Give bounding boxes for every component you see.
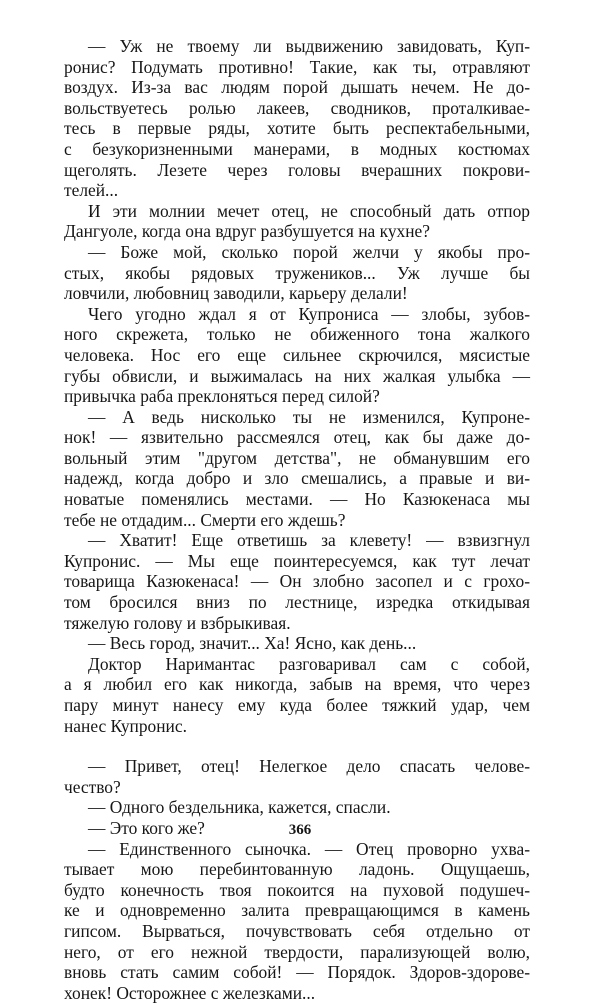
text-line: тывает мою перебинтованную ладонь. Ощущаешь,	[64, 859, 530, 880]
paragraph	[64, 839, 530, 1003]
section-break	[64, 736, 530, 756]
text-line: тебе не отдадим... Смерти его ждешь?	[64, 509, 346, 530]
text-line: вольствуетесь ролью лакеев, сводников, проталкивае-	[64, 97, 530, 118]
text-line: привычка раба преклоняться перед силой?	[64, 386, 380, 407]
page-text	[64, 36, 530, 1003]
paragraph	[64, 304, 530, 407]
paragraph	[64, 797, 530, 818]
text-line: гипсом. Вырваться, почувствовать себя отдельно от	[64, 920, 530, 941]
text-line: — Боже мой, сколько порой желчи у якобы про-	[88, 241, 530, 262]
text-line: телей...	[64, 180, 119, 201]
text-line: нок! — язвительно рассмеялся отец, как бы даже до-	[64, 427, 530, 448]
text-line: стых, якобы рядовых тружеников... Уж лучше бы	[64, 262, 530, 283]
paragraph	[64, 756, 530, 797]
text-line: с безукоризненными манерами, в модных костюмах	[64, 138, 530, 159]
text-line: тяжелую голову и взбрыкивая.	[64, 612, 291, 633]
text-line: надежд, когда добро и зло смешались, а правые и ви-	[64, 468, 530, 489]
text-line: Доктор Наримантас разговаривал сам с собой,	[88, 653, 530, 674]
paragraph	[64, 633, 530, 654]
text-line: — Уж не твоему ли выдвижению завидовать, Куп-	[88, 36, 530, 56]
text-line: вновь стать самим собой! — Порядок. Здоров-здорове-	[64, 962, 530, 983]
text-line: — Весь город, значит... Ха! Ясно, как день...	[88, 633, 417, 654]
paragraph	[64, 530, 530, 633]
text-line: том бросился вниз по лестнице, изредка откидывая	[64, 592, 530, 613]
text-line: — Хватит! Еще ответишь за клевету! — взвизгнул	[88, 530, 530, 551]
text-line: Купронис. — Мы еще поинтересуемся, как тут лечат	[64, 550, 530, 571]
text-line: ке и одновременно залита превращающимся в камень	[64, 900, 530, 921]
paragraph	[64, 201, 530, 242]
text-line: — А ведь нисколько ты не изменился, Купроне-	[88, 406, 530, 427]
paragraph	[64, 36, 530, 201]
text-line: а я любил его как никогда, забыв на время, что через	[64, 674, 530, 695]
text-line: нанес Купронис.	[64, 715, 187, 736]
page-number: 366	[288, 822, 312, 838]
paragraph	[64, 407, 530, 531]
text-line: — Одного бездельника, кажется, спасли.	[88, 797, 391, 818]
text-line: ронис? Подумать противно! Такие, как ты, отравляют	[64, 56, 530, 77]
text-line: воздух. Из-за вас людям порой дышать нечем. Не до-	[64, 77, 530, 98]
text-line: будто конечность твоя покоится на пуховой подушеч-	[64, 879, 530, 900]
text-line: щеголять. Лезете через головы вчерашних покрови-	[64, 159, 530, 180]
text-line: — Это кого же?	[88, 817, 205, 838]
text-line: тесь в первые ряды, хотите быть респектабельными,	[64, 118, 530, 139]
paragraph	[64, 654, 530, 736]
text-line: новатые поменялись местами. — Но Казюкенаса мы	[64, 489, 530, 510]
text-line: него, от его нежной твердости, парализующей волю,	[64, 941, 530, 962]
text-line: чество?	[64, 776, 121, 797]
text-line: Дангуоле, когда она вдруг разбушуется на кухне?	[64, 221, 430, 242]
text-line: человека. Нос его еще сильнее скрючился, мясистые	[64, 344, 530, 365]
text-line: И эти молнии мечет отец, не способный дать отпор	[88, 200, 530, 221]
text-line: губы обвисли, и выжималась на них жалкая улыбка —	[64, 365, 530, 386]
text-line: пару минут нанесу ему куда более тяжкий удар, чем	[64, 695, 530, 715]
text-line: ного скрежета, только не обиженного тона жалкого	[64, 324, 530, 345]
paragraph	[64, 242, 530, 304]
text-line: ловчили, любовниц заводили, карьеру делали!	[64, 283, 408, 304]
text-line: товарища Казюкенаса! — Он злобно засопел и с грохо-	[64, 571, 530, 592]
text-line: — Единственного сыночка. — Отец проворно ухва-	[88, 838, 530, 859]
text-line: Чего угодно ждал я от Купрониса — злобы, зубов-	[88, 303, 530, 324]
text-line: вольный этим "другом детства", не обманувшим его	[64, 447, 530, 468]
text-line: — Привет, отец! Нелегкое дело спасать челове-	[88, 756, 530, 777]
text-line: хонек! Осторожнее с железками...	[64, 982, 316, 1003]
